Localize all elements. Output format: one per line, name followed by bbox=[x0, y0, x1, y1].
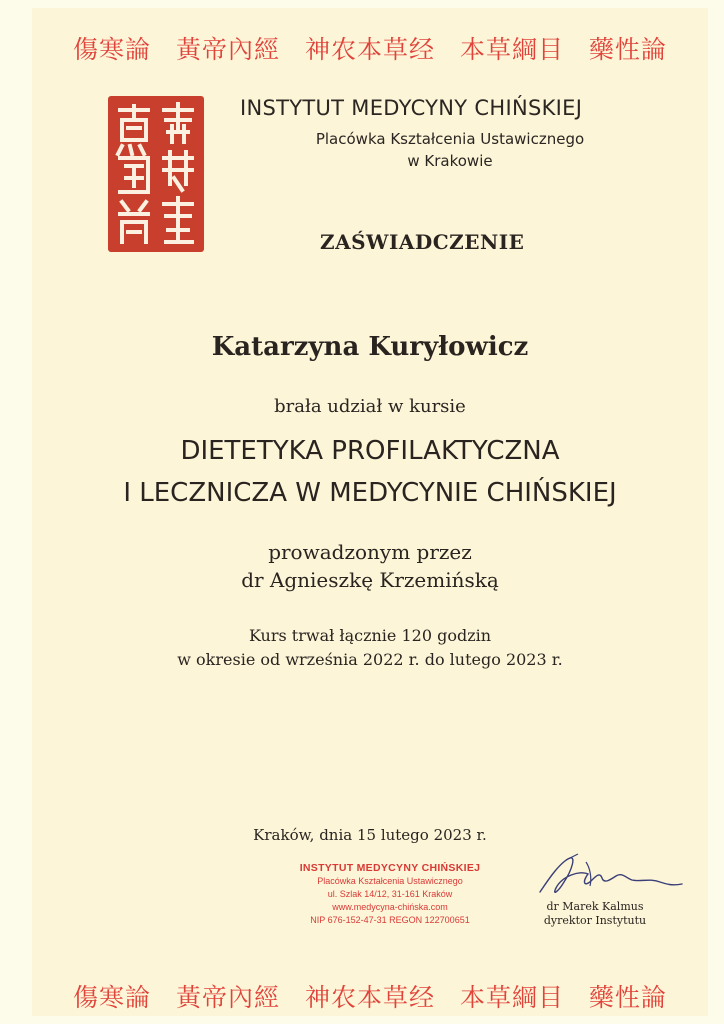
signatory-role: dyrektor Instytutu bbox=[543, 914, 647, 927]
chinese-title: 黃帝內經 bbox=[176, 983, 281, 1012]
chinese-title: 傷寒論 bbox=[73, 983, 152, 1012]
stamp-tax-ids: NIP 676-152-47-31 REGON 122700651 bbox=[310, 915, 470, 925]
course-duration: Kurs trwał łącznie 120 godzin bbox=[248, 626, 492, 645]
stamp-website: www.medycyna-chińska.com bbox=[332, 902, 448, 912]
document-title: ZAŚWIADCZENIE bbox=[320, 230, 525, 254]
course-name-line-1: DIETETYKA PROFILAKTYCZNA bbox=[180, 436, 560, 466]
chinese-title: 神农本草经 bbox=[304, 983, 435, 1012]
chinese-title: 本草綱目 bbox=[459, 983, 564, 1012]
chinese-title: 傷寒論 bbox=[73, 35, 152, 64]
course-name-line-2: I LECZNICZA W MEDYCYNIE CHIŃSKIEJ bbox=[123, 478, 617, 508]
institute-stamp bbox=[280, 862, 500, 927]
stamp-institute-name: INSTYTUT MEDYCYNY CHIŃSKIEJ bbox=[299, 862, 481, 874]
place-and-date: Kraków, dnia 15 lutego 2023 r. bbox=[253, 826, 487, 844]
stamp-address: ul. Szlak 14/12, 31-161 Kraków bbox=[327, 889, 453, 899]
chinese-title: 本草綱目 bbox=[459, 35, 564, 64]
instructor-intro: prowadzonym przez bbox=[268, 540, 472, 564]
course-period: w okresie od września 2022 r. do lutego 2023 r. bbox=[177, 650, 563, 669]
stamp-subtitle: Placówka Kształcenia Ustawicznego bbox=[317, 876, 463, 886]
chinese-title: 藥性論 bbox=[588, 983, 667, 1012]
signatory-name: dr Marek Kalmus bbox=[546, 900, 644, 913]
institute-name: INSTYTUT MEDYCYNY CHIŃSKIEJ bbox=[240, 96, 583, 120]
chinese-titles-top bbox=[32, 30, 708, 66]
institute-subtitle: Placówka Kształcenia Ustawicznego bbox=[315, 130, 585, 148]
chinese-titles-bottom bbox=[32, 978, 708, 1014]
participation-text: brała udział w kursie bbox=[274, 396, 466, 417]
red-seal-image bbox=[108, 96, 204, 252]
seal-glyphs bbox=[108, 96, 204, 252]
chinese-title: 神农本草经 bbox=[304, 35, 435, 64]
institute-location: w Krakowie bbox=[407, 152, 493, 170]
chinese-title: 藥性論 bbox=[588, 35, 667, 64]
recipient-name: Katarzyna Kuryłowicz bbox=[211, 332, 529, 362]
chinese-title: 黃帝內經 bbox=[176, 35, 281, 64]
instructor-name: dr Agnieszkę Krzemińską bbox=[241, 568, 499, 592]
